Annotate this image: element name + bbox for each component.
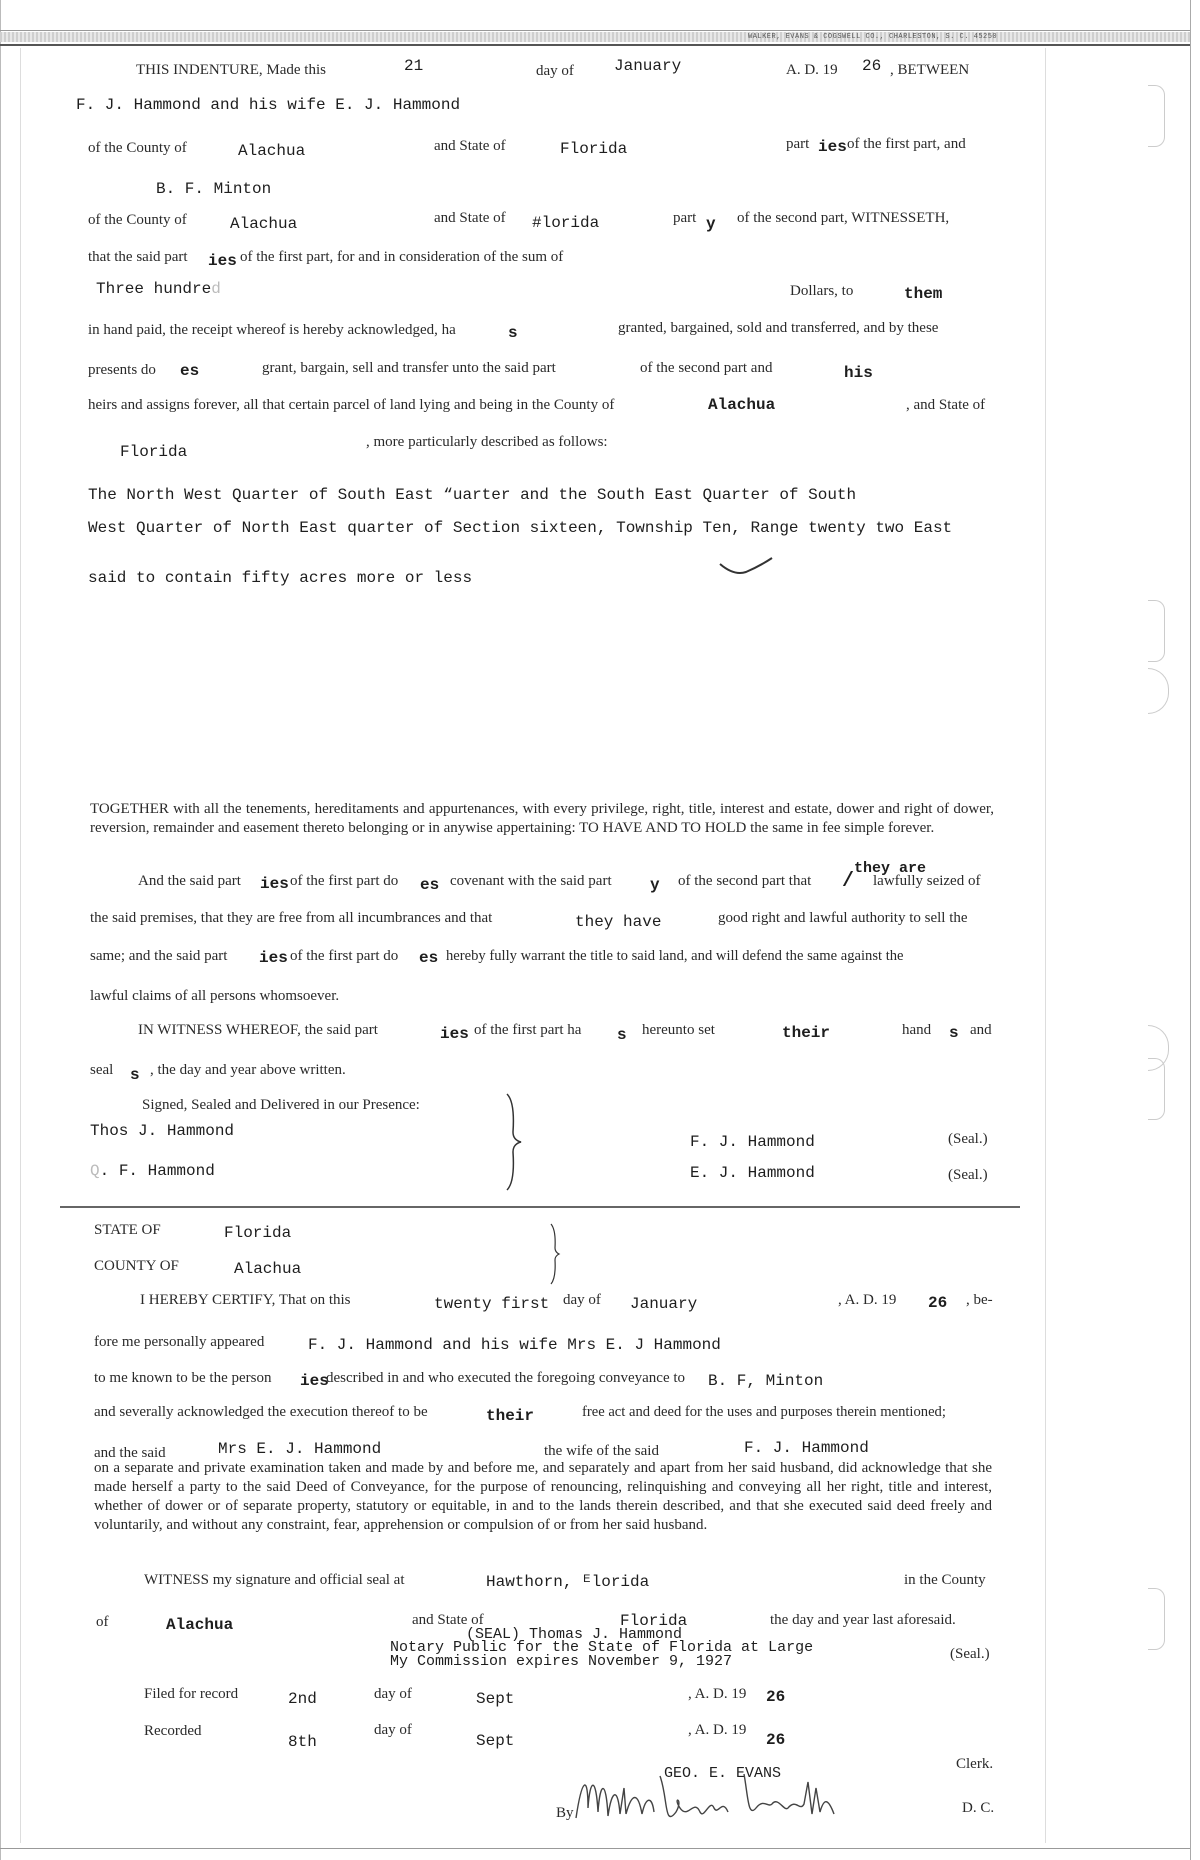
county-label-1: of the County of	[88, 140, 187, 156]
right-margin-line	[1045, 48, 1046, 1843]
presents-suffix: es	[180, 362, 200, 380]
notary-witness-label: WITNESS my signature and official seal at	[144, 1572, 405, 1588]
conveyed-to: B. F, Minton	[708, 1372, 824, 1390]
grantors-names: F. J. Hammond and his wife E. J. Hammond	[76, 96, 461, 114]
recorded-year: 26	[766, 1731, 786, 1749]
ack-county: Alachua	[234, 1260, 302, 1278]
binder-hole-icon	[1148, 600, 1165, 662]
witness-text: hereunto set	[642, 1022, 715, 1038]
land-state: Florida	[120, 443, 188, 461]
section-divider	[60, 1206, 1020, 1208]
deputy-clerk-signature	[572, 1768, 922, 1838]
notary-state: Florida	[620, 1612, 688, 1630]
severally-label: and severally acknowledged the execution thereof to be	[94, 1404, 428, 1420]
wife-name: Mrs E. J. Hammond	[218, 1440, 382, 1458]
ad-label: A. D. 19	[786, 62, 838, 78]
state-2: #lorida	[532, 214, 600, 232]
ack-day-of-label: day of	[563, 1292, 601, 1308]
by-label: By	[556, 1805, 574, 1821]
covenant-text: of the first part do	[290, 948, 399, 964]
seal-label: (Seal.)	[948, 1131, 988, 1147]
clerk-name: GEO. E. EVANS	[664, 1765, 782, 1782]
heirs-text: heirs and assigns forever, all that certain parcel of land lying and being in the County of	[88, 397, 615, 413]
header-rule	[0, 44, 1190, 46]
witness-text: hand	[902, 1022, 932, 1038]
land-county: Alachua	[708, 396, 776, 414]
dollars-label: Dollars, to	[790, 283, 854, 299]
part-suffix-1: ies	[818, 138, 847, 156]
witness-text: , the day and year above written.	[150, 1062, 346, 1078]
covenant-text: hereby fully warrant the title to said land, and will defend the same against the	[446, 948, 904, 964]
seal-label: (Seal.)	[948, 1167, 988, 1183]
second-part-label: of the second part, WITNESSETH,	[737, 210, 950, 226]
said-label: and the said	[94, 1445, 166, 1461]
covenant-text: lawfully seized of	[873, 873, 981, 889]
covenant-suffix: y	[650, 876, 660, 894]
county-label: COUNTY OF	[94, 1258, 179, 1274]
filed-ad-label: , A. D. 19	[688, 1686, 747, 1702]
presents-text: presents do	[88, 362, 156, 378]
state-label-1: and State of	[434, 138, 506, 154]
covenant-text: And the said part	[138, 873, 241, 889]
paid-to: them	[904, 285, 943, 303]
consideration-sum	[96, 280, 221, 298]
be-label: , be-	[966, 1292, 993, 1308]
printer-imprint: WALKER, EVANS & COGSWELL CO., CHARLESTON, S. C. 45250	[748, 33, 998, 41]
notary-county: Alachua	[166, 1616, 234, 1634]
free-act-label: free act and deed for the uses and purposes therein mentioned;	[582, 1404, 946, 1420]
header-band	[0, 32, 1190, 42]
their-fill: their	[486, 1407, 535, 1425]
indenture-day: 21	[404, 57, 424, 75]
husband-name: F. J. Hammond	[744, 1439, 869, 1457]
state-label: STATE OF	[94, 1222, 161, 1238]
witness-suffix: s	[949, 1024, 959, 1042]
witness-signature	[90, 1162, 215, 1180]
county-1: Alachua	[238, 142, 306, 160]
covenant-text: covenant with the said part	[450, 873, 612, 889]
legal-description-line: said to contain fifty acres more or less	[88, 569, 473, 587]
in-county-label: in the County	[904, 1572, 986, 1588]
covenant-suffix: es	[420, 876, 440, 894]
brace-icon	[503, 1092, 525, 1192]
certify-label: I HEREBY CERTIFY, That on this	[140, 1292, 351, 1308]
heirs-of: his	[844, 364, 873, 382]
covenant-text: of the first part do	[290, 873, 399, 889]
clerk-label: Clerk.	[956, 1756, 994, 1772]
wife-of-label: the wife of the said	[544, 1443, 659, 1459]
part-label-1: part	[786, 136, 810, 152]
bottom-rule	[0, 1848, 1190, 1849]
binder-hole-icon	[1148, 1588, 1165, 1650]
grant-text: grant, bargain, sell and transfer unto the said part	[262, 360, 556, 376]
covenant-text: the said premises, that they are free from all incumbrances and that	[90, 910, 493, 926]
described-text: , more particularly described as follows:	[366, 434, 608, 450]
witness-suffix: s	[617, 1026, 627, 1044]
filed-month: Sept	[476, 1690, 515, 1708]
receipt-suffix: s	[508, 324, 518, 342]
notary-signature: (SEAL) Thomas J. Hammond	[466, 1626, 683, 1643]
state-1: Florida	[560, 140, 628, 158]
county-2: Alachua	[230, 215, 298, 233]
between-label: , BETWEEN	[890, 62, 970, 78]
recorded-label: Recorded	[144, 1723, 202, 1739]
grantor-signature: E. J. Hammond	[690, 1164, 815, 1182]
caret-mark: /	[842, 870, 855, 893]
part-suffix-2: y	[706, 215, 716, 233]
recorded-day-of: day of	[374, 1722, 412, 1738]
consideration-text: of the first part, for and in consideration of the sum of	[240, 249, 564, 265]
indenture-year: 26	[862, 57, 882, 75]
granted-text: granted, bargained, sold and transferred, and by these	[618, 320, 939, 336]
binder-hole-icon	[1148, 668, 1169, 714]
witness-text: of the first part ha	[474, 1022, 582, 1038]
witness-text: seal	[90, 1062, 114, 1078]
covenant-fill: they have	[575, 913, 662, 931]
legal-description-line: The North West Quarter of South East “uarter and the South East Quarter of South	[88, 486, 857, 504]
dc-label: D. C.	[962, 1800, 995, 1816]
sum-text: Three hundre	[96, 280, 212, 298]
examination-paragraph: on a separate and private examination taken and made by and before me, and separately and apart from her said husband, did acknowledge that she made herself a party to the said Deed of Conveyance, for the purpose of renouncing, relinquishing and conveying all her right, title and interest, whether of dower or of separate property, statutory or equitable, in and to the lands therein described, and that she executed said deed freely and voluntarily, and without any constraint, fear, apprehension or compulsion of or from her said husband.	[94, 1460, 992, 1533]
covenant-text: of the second part that	[678, 873, 812, 889]
filed-day: 2nd	[288, 1690, 317, 1708]
top-rule	[0, 30, 1190, 31]
day-of-label: day of	[536, 63, 574, 79]
recorded-day: 8th	[288, 1733, 317, 1751]
covenant-suffix: es	[419, 949, 439, 967]
filed-label: Filed for record	[144, 1686, 239, 1702]
ack-month: January	[630, 1295, 698, 1313]
binder-hole-icon	[1148, 85, 1165, 147]
appeared-label: fore me personally appeared	[94, 1334, 265, 1350]
part-label-2: part	[673, 210, 697, 226]
first-part-label: of the first part, and	[847, 136, 966, 152]
last-aforesaid: the day and year last aforesaid.	[770, 1612, 956, 1628]
brace-icon	[548, 1222, 562, 1286]
receipt-text: in hand paid, the receipt whereof is hereby acknowledged, ha	[88, 322, 456, 338]
notary-and-state-label: and State of	[412, 1612, 484, 1628]
recorded-ad-label: , A. D. 19	[688, 1722, 747, 1738]
binder-hole-icon	[1148, 1058, 1165, 1120]
consideration-suffix: ies	[208, 252, 237, 270]
indenture-month: January	[614, 57, 682, 75]
sum-faint-letter: d	[211, 280, 221, 298]
witness-text: IN WITNESS WHEREOF, the said part	[138, 1022, 378, 1038]
witness-fill: their	[782, 1024, 831, 1042]
executed-label: described in and who executed the foregoing conveyance to	[326, 1370, 686, 1386]
grantor-signature: F. J. Hammond	[690, 1133, 815, 1151]
county-label-2: of the County of	[88, 212, 187, 228]
witness-signature: Thos J. Hammond	[90, 1122, 235, 1140]
state-label-2: and State of	[434, 210, 506, 226]
checkmark-icon	[718, 556, 774, 578]
second-part-and: of the second part and	[640, 360, 773, 376]
covenant-text: lawful claims of all persons whomsoever.	[90, 988, 340, 1004]
filed-year: 26	[766, 1688, 786, 1706]
left-page-edge	[0, 0, 1, 1860]
notary-place: Hawthorn, ᴱlorida	[486, 1573, 650, 1591]
and-state-of: , and State of	[906, 397, 986, 413]
witness-name-rest: . F. Hammond	[99, 1162, 215, 1180]
of-label: of	[96, 1614, 109, 1630]
ack-year: 26	[928, 1294, 948, 1312]
filed-day-of: day of	[374, 1686, 412, 1702]
covenant-insert: they are	[854, 860, 927, 877]
commission-expires: My Commission expires November 9, 1927	[390, 1653, 733, 1670]
witness-initial-faint: Q	[90, 1162, 100, 1180]
ack-day: twenty first	[434, 1295, 550, 1313]
known-label: to me known to be the person	[94, 1370, 272, 1386]
presence-label: Signed, Sealed and Delivered in our Presence:	[142, 1097, 420, 1113]
known-suffix: ies	[300, 1372, 329, 1390]
habendum-clause: TOGETHER with all the tenements, hereditaments and appurtenances, with every privilege, right, title, interest and estate, dower and right of dower, reversion, remainder and easement thereto belonging or in anywise appertaining: TO HAVE AND TO HOLD the same in fee simple forever.	[90, 801, 994, 836]
ack-ad-label: , A. D. 19	[838, 1292, 897, 1308]
recorded-month: Sept	[476, 1732, 515, 1750]
notary-seal-label: (Seal.)	[950, 1646, 990, 1662]
ack-state: Florida	[224, 1224, 292, 1242]
covenant-text: same; and the said part	[90, 948, 228, 964]
right-page-edge	[1190, 0, 1191, 1860]
made-this-label: THIS INDENTURE, Made this	[136, 62, 326, 78]
consideration-prefix: that the said part	[88, 249, 188, 265]
covenant-suffix: ies	[259, 949, 288, 967]
legal-description-line: West Quarter of North East quarter of Section sixteen, Township Ten, Range twenty two East	[88, 519, 953, 537]
left-margin-line	[20, 48, 21, 1843]
witness-suffix: ies	[440, 1025, 469, 1043]
witness-text: and	[970, 1022, 992, 1038]
appeared-names: F. J. Hammond and his wife Mrs E. J Hammond	[308, 1336, 721, 1354]
covenant-suffix: ies	[260, 875, 289, 893]
notary-title: Notary Public for the State of Florida at Large	[390, 1639, 814, 1656]
grantee-name: B. F. Minton	[156, 180, 272, 198]
witness-suffix: s	[130, 1066, 140, 1084]
covenant-text: good right and lawful authority to sell the	[718, 910, 968, 926]
